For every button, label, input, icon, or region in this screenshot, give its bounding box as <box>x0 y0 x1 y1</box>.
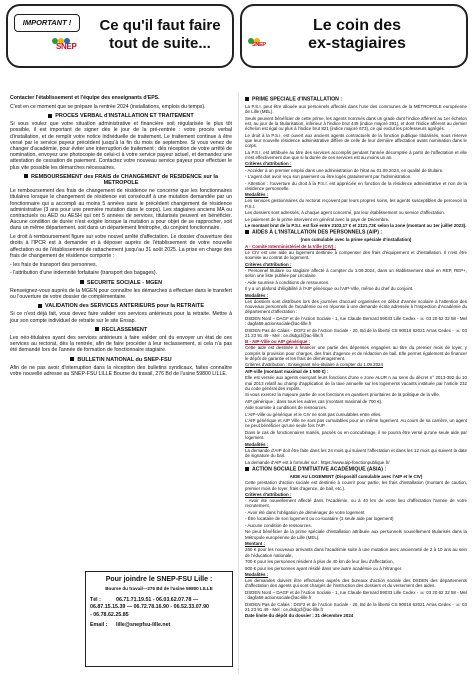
banner-left <box>6 4 234 68</box>
psi-text-2: Seuls peuvent bénéficier de cette prime, les agents nommés dans un grade dont l'indice afférent au 1er échelon est, au jour de la titularisation, inférieur à l'indice brut 445 (indice majoré 391), et dont l'indice afférent au dernier échelon est égal ou plus à l'indice brut 821 (indice majoré 673), ce qui exclut les professeurs agrégés. <box>245 115 467 132</box>
logo-text: SNEP <box>56 42 77 51</box>
email-link[interactable]: lille@snepfsu-lille.net <box>116 622 171 629</box>
bullet-icon <box>38 304 42 308</box>
right-title-line2: ex-stagiaires <box>308 35 406 52</box>
psi-modalite-4: Le montant brut de la P.S.I. est fixé entre 2103,17 € et 2121,72€ selon la zone (montant au 1er juillet 2023). <box>245 223 467 229</box>
aip-ville-text-7: L'AIP-Ville ou générique et le CIV ne sont pas cumulables entre elles. <box>245 411 382 417</box>
section-frais-item-2: - l'attribution d'une indemnité forfaitaire (transport des bagages). <box>10 270 158 277</box>
email-label: Email : <box>90 622 108 629</box>
psi-text-3: Le droit à la P.S.I. est ouvert aux anciens agents contractuels de la fonction publique titularisés, sous réserve que leur nouvelle résidence administrative diffère de celle de leur dernière affectation avant nomination dans le corps. <box>245 132 467 149</box>
bullet-icon <box>70 357 74 361</box>
logo-text-right: SNEP <box>252 42 266 48</box>
aip-civ-text-4: Il y a un plafond d'éligibilité à l'AIP générique ou l'AIP-Ville, même du chef du conjoint. <box>245 286 414 292</box>
section-validation-text: Si ce n'est déjà fait, vous devez faire valider vos services antérieurs pour la retraite. Mettre à jour son compte individuel de retraite sur le site Ensap. <box>10 311 232 324</box>
bullet-icon <box>95 327 99 331</box>
aip-ville-modalites-label: Modalités : <box>245 441 269 447</box>
phone-numbers-1: 06.71.71.19.51 - 06.03.62.07.78 — <box>116 596 199 603</box>
bullet-icon <box>245 467 249 471</box>
psi-modalites-label: Modalités : <box>245 192 269 198</box>
section-title-validation: VALIDATION des SERVICES ANTERIEURS pour la RETRAITE <box>10 303 232 309</box>
section-title-asia: ACTION SOCIALE D'INITIATIVE ACADÉMIQUE (ASIA) : <box>245 467 467 473</box>
asia-criteria-3: - Être locataire de son logement ou co-locataire (1 seule aide par logement) <box>245 516 394 522</box>
snep-logo <box>52 38 80 58</box>
psi-criteria-1: - Accéder à un premier emploi dans une administration de l'état au 01.09.2024, en qualité de titulaire. <box>245 167 444 173</box>
section-bulletin-text: Afin de ne pas avoir d'interruption dans la réception des bulletins syndicaux, faites connaître votre nouvelle adresse au SNEP-FSU LILLE Bourse du travail, 276 Bd de l'usine 59800 LILLE. <box>10 364 232 378</box>
psi-modalite-2: Les dossiers sont adressés, à chaque agent concerné, par leur établissement ou service d'affectation. <box>245 210 446 216</box>
aip-civ-text-2: - Personnel titulaire ou stagiaire affecté à compter du 1.09.2024, dans un établissement situé en REP, REP+, selon une liste publiée par circulaire. <box>245 268 467 279</box>
aip-civ-modalites-label: Modalités : <box>245 292 269 298</box>
psi-criteria-2: - L'agent doit avoir reçu son paiement ou être logés gratuitement par l'administration. <box>245 174 412 179</box>
left-title-line2: tout de suite... <box>109 35 211 52</box>
section-pv-text: Si vous voulez que votre situation administrative et financière soit régularisée le plus tôt possible, il est important de signer dès le jour de la pré-rentrée : votre procès verbal d'installation, et de remplir votre notice individuelle de traitement. Le traitement continue à être versé par le service payeur précédent jusqu'à la fin du mois de septembre. Si vous venez de changer d'académie, pour éviter une interruption de traitement : dès réception de votre arrêté de nomination, envoyez une photocopie de celui-ci à votre service payeur actuel, et demandez une attestation de cessation de paiement. Contactez votre nouveau service payeur pour effectuer le plus vite possible les démarches nécessaires. <box>10 121 232 171</box>
asia-criteria-label: Critères d'attribution : <box>245 492 292 498</box>
bullet-icon <box>24 174 28 178</box>
snep-logo-right <box>248 38 276 58</box>
contact-box <box>85 571 233 667</box>
contact-title: Pour joindre le SNEP-FSU Lille : <box>105 576 213 583</box>
contact-phone-row-3 <box>90 612 228 619</box>
aip-subtitle: (non cumulable avec la prime spéciale d'installation) <box>300 237 412 243</box>
aip-ville-text-3: Elle est versée aux agents exerçant leurs fonctions d'une e zone ALUR n au sens du décret n° 2013-392 du 10 mai 2013 relatif au champ d'application de la taxe annuelle sur les logements vacants instituée par l'article 232 du code général des impôts. <box>245 375 467 391</box>
psi-text-4: La P.S.I. est attribuée au titre des services accomplis pendant l'année décomptée à partir de l'affectation et elle n'est effectivement due que si la durée de ces services est au moins un an. <box>245 149 467 160</box>
aip-ville-text-8: L'AIP générique et AIP Ville ne sont pas cumulables pour un même logement. Au cours de sa carrière, un agent ne peut bénéficier qu'une seule fois l'AIP. <box>245 418 467 429</box>
asia-text-1: Cette prestation d'action sociale est destinée à couvrir pour partie, les frais d'installation (montant de caution, premier mois de loyer, frais d'agence, de bail, etc.). <box>245 480 467 491</box>
aip-civ-text-5: Les dossiers sont distribués lors des journées d'accueil organisées en début d'année scolaire à l'attention des nouveaux personnels de l'académie ou en réponse à une demande écrite adressée à l'Inspection d'Académie du département d'affectation : <box>245 298 467 315</box>
left-column <box>10 95 232 380</box>
section-frais-item-1: - les frais de transport des personnes, <box>10 261 98 268</box>
aip-civ-text-7: DSDEN Pas de Calais - DGF2 et de l'Action Sociale - 20, Bd de la liberté CS 90016 62021 Arras Cedex - ☏ 03 21 23 91 49 - Mel : ce.dsdgcf@ac-lille.fr <box>245 327 467 338</box>
right-column <box>245 95 467 620</box>
aip-ville-text-6: Aide soumise à conditions de ressources. <box>245 405 327 411</box>
bullet-icon <box>80 280 84 284</box>
psi-criteria-label: Critères d'attribution : <box>245 161 292 167</box>
contact-email-row <box>90 622 228 629</box>
bullet-icon <box>245 97 249 101</box>
contact-phone-row <box>90 597 228 604</box>
phone-numbers-2: 06.87.15.15.39 — 06.72.78.16.90 - 06.52.33.07.90 <box>90 604 209 611</box>
aip-civ-criteria-label: Critères d'attribution : <box>245 261 292 267</box>
contact-address: Bourse du travail—276 Bd de l'usine 59800 LILLE <box>105 586 213 591</box>
aip-ville-title: B - AIP-Ville ou AIP générique : <box>245 339 311 345</box>
section-title-psi: PRIME SPECIALE d'INSTALLATION : <box>245 97 467 103</box>
aip-ville-text-10: La demande d'AIP doit être faite dans les 24 mois qui suivent l'affectation et dans les 12 mois qui suivent la date de signature du bail. <box>245 447 467 459</box>
asia-subtitle: AIDE AU LOGEMENT (Dispositif cumulable avec l'AIP et le CIV) <box>289 473 423 479</box>
asia-criteria-2: - Avoir été dans l'obligation de déménager de votre logement <box>245 509 365 515</box>
aip-civ-text-6: DSDEN Nord – DAGF et de l'Action Sociale - 1, rue Claude Bernard 59033 Lille Cedex - ☏ 03 20 62 32 58 - Mel : dagfa59.actionsociale@ac-lille.fr <box>245 315 467 327</box>
contact-phone-row-2 <box>90 604 228 611</box>
asia-criteria-4: - Aucune condition de ressources. <box>245 522 312 528</box>
psi-modalite-1: Les services gestionnaires du rectorat reçoivent par leurs propres soins, les agents susceptibles de percevoir la P.S.I. <box>245 198 467 209</box>
section-title-secu: SECURITE SOCIALE - MGEN <box>10 280 232 286</box>
section-title-bulletin: BULLETIN NATIONAL du SNEP-FSU <box>10 357 232 363</box>
asia-deadline: Date limite du dépôt du dossier : 31 décembre 2024 <box>245 613 354 619</box>
aip-civ-title: A - Comité Interministériel de la Ville (CIV) : <box>245 243 336 249</box>
section-frais-text-2: Le droit à remboursement figure sur votre nouvel arrêté d'affectation. Le dossier d'ouverture des droits à l'IPCR est à demander et à déposer auprès de l'établissement de votre nouvelle affectation ou de l'établissement de rattachement jusqu'au 31 août 2025. La prise en charge des frais de changement de résidence comporte : <box>10 234 232 259</box>
bullet-icon <box>48 114 52 118</box>
section-secu-text: Renseignez-vous auprès de la MGEN pour connaître les démarches à effectuer dans le transfert ou l'ouverture de votre dossier de complémentaire. <box>10 287 232 301</box>
psi-text-1: La P.S.I. peut être allouée aux personnels affectés dans l'une des communes de la MÉTROPOLE européenne de Lille (MEL). <box>245 104 467 115</box>
section-title-reclassement: RECLASSEMENT <box>10 327 232 333</box>
asia-modalite-1: Les demandes doivent être effectuées auprès des bureaux d'action sociale des DSDEN des départements d'affectation des agents qui sont chargés de l'instruction des dossiers et du versement des aides. <box>245 578 467 589</box>
aip-ville-criteria: Critères d'attribution : Enseignant néo-titulaire à compter du 1.09.2024 <box>245 362 383 368</box>
asia-montant-label: Montant : <box>245 541 265 547</box>
aip-ville-text-2: AIP-ville (montant maximal de 1 500 €) : <box>245 368 329 374</box>
asia-montant-2: 700 € pour les personnes résident à plus de 40 km de leur lieu d'affectation, <box>245 559 394 565</box>
banner-right <box>240 4 468 68</box>
intro-text: Contacter l'établissement et l'équipe des enseignants d'EPS. <box>10 95 160 101</box>
aip-ville-text-5: AIP générique : dans tous les autres cas (montant maximal de 700 €). <box>245 398 383 404</box>
aip-civ-text-1: Le CIV est une aide au logement destinée à compenser des frais d'équipement et d'installation. Il n'est être soumise au contrat de logement. <box>245 250 467 261</box>
aip-ville-text-9: Dans le cas de fonctionnaires mariés, pacsés ou en concubinage, il ne pourra être versé qu'une seule aide par logement. <box>245 429 467 441</box>
section-title-aip: AIDES À L'INSTALLATION DES PERSONNELS (AIP) : <box>245 230 467 236</box>
section-title-frais: REMBOURSEMENT des FRAIS de CHANGEMENT de RESIDENCE sur la METROPOLE <box>10 174 232 186</box>
psi-criteria-3: - Attention : l'ouverture du droit à la P.S.I. est appréciée en fonction de la résidence administrative et non de la résidence personnelle. <box>245 180 467 191</box>
psi-modalite-3: Le paiement de la prime intervient en général avec la paye de Décembre. <box>245 216 390 222</box>
asia-criteria-1: - Avoir été nouvellement affecté dans l'Académie, ou à 40 km de votre lieu d'affectation l'année de votre recrutement, <box>245 498 467 509</box>
intro-text-2: C'est en ce moment que se prépare la rentrée 2024 (installations, emplois du temps). <box>10 103 206 110</box>
asia-montant-1: 260 € pour les nouveaux arrivants dans l'académie suite à une mutation avec ancienneté de 2 à 10 ans au sein de l'éducation nationale, <box>245 547 467 558</box>
phone-numbers-3: - 06.78.62.25.85 <box>90 611 129 618</box>
page-header <box>0 0 474 88</box>
right-title-line1: Le coin des <box>312 17 402 34</box>
asia-criteria-5: Ne peut bénéficier de la prime spéciale d'installation attribuée aux personnels nouvellement titularisés dans la Métropole européenne de Lille (MEL). <box>245 529 467 540</box>
aip-civ-text-3: - Aide soumise à conditions de ressources. <box>245 279 330 285</box>
asia-montant-3: 900 € pour les personnes ayant résidé dans une autre académie ou à l'étranger. <box>245 565 403 571</box>
section-reclassement-text: Les néo-titulaires ayant des services antérieurs à faire valider ont du envoyer un état de ces services au rectorat, dès la rentrée, afin de faire procéder à leur reclassement, si cela n'a pas été demandé lors de l'année de formation de fonctionnaire stagiaire. <box>10 335 232 354</box>
aip-ville-text-4: Si vous exercez la majeure partie de vos fonctions en quartiers prioritaires de la politique de la ville. <box>245 392 441 398</box>
phone-label: Tél : <box>90 596 101 603</box>
aip-ville-text-11[interactable]: La demande d'AIP est à formuler sur : https://www.aip-fonctionpublique.fr/ <box>245 459 390 465</box>
section-frais-text-1: Le remboursement des frais de changement de résidence ne concerne que les fonctionnaires titulaires lorsque le changement de résidence est consécutif à une mutation demandée par un fonctionnaire qui a accompli au moins 5 années sans le précédent changement de résidence administrative (3 ans pour une première mutation dans le corps). Les stagiaires anciens MA ou contractuels ou AED ou AESH qui ont 5 années de services, titularisés peuvent en bénéficier. Aucune condition de durée n'est exigée lorsque la mutation a pour objet de se rapprocher, soit dans un même département, soit dans un département limitrophe, du conjoint fonctionnaire. <box>10 188 232 232</box>
left-title-line1: Ce qu'il faut faire <box>99 17 221 34</box>
asia-modalite-2: DSDEN Nord – DAGF et de l'Action Sociale - 1, rue Claude Bernard 59033 Lille Cedex - ☏ 03 20 62 32 58 - Mel : dagfa59.actionsociale@ac-lille.fr <box>245 589 467 601</box>
asia-modalite-3: DSDEN Pas de Calais : DGF2 et de l'Action Sociale - 20, Bd de la liberté CS 90016 62021 Arras Cedex - ☏ 03 21 23 91 49 - Mel : ce.dsdgcf@ac-lille.fr <box>245 601 467 612</box>
column-divider <box>238 92 239 674</box>
bullet-icon <box>245 230 249 234</box>
section-title-pv: PROCES VERBAL d'INSTALLATION ET TRAITEMENT <box>10 113 232 119</box>
important-badge: IMPORTANT ! <box>14 14 80 32</box>
asia-modalites-label: Modalités : <box>245 572 269 578</box>
aip-ville-text-1: Cette aide est destinée à financer une partie des dépenses engagées au titre du premier mois de loyer, y compris la provision pour charges, des frais d'agence et de rédaction de bail. Elle permet également de financer le dépôt de garantie et les frais de déménagement. <box>245 345 467 361</box>
